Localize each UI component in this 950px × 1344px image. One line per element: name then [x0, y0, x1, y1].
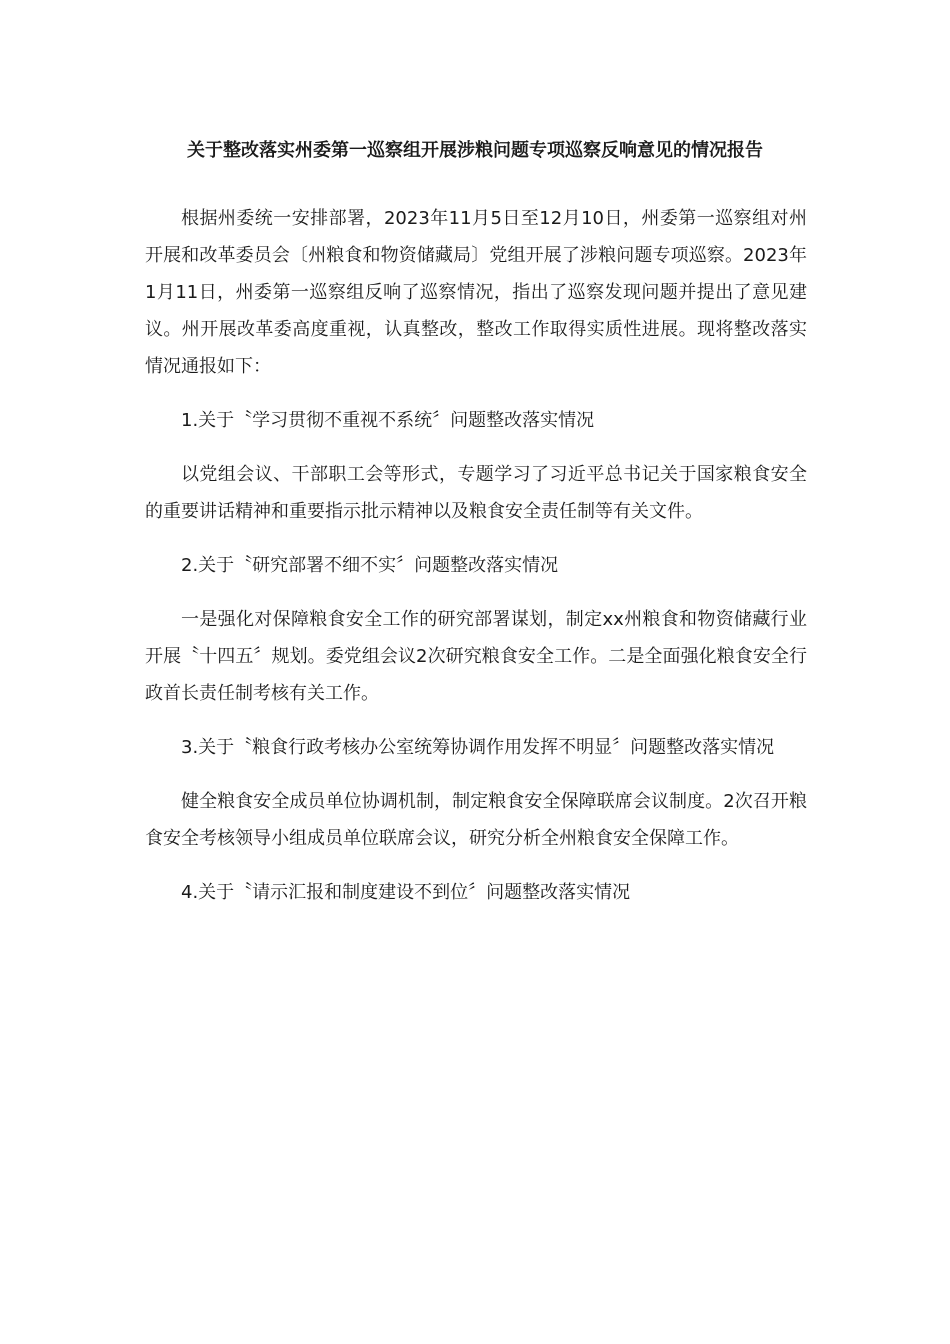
document-title: 关于整改落实州委第一巡察组开展涉粮问题专项巡察反响意见的情况报告 — [187, 140, 763, 161]
section-paragraph-2: 一是强化对保障粮食安全工作的研究部署谋划，制定xx州粮食和物资储藏行业开展〝十四五〞规划。委党组会议2次研究粮食安全工作。二是全面强化粮食安全行政首长责任制考核有关工作。 — [145, 609, 807, 704]
intro-paragraph: 根据州委统一安排部署，2023年11月5日至12月10日，州委第一巡察组对州开展和改革委员会〔州粮食和物资储藏局〕党组开展了涉粮问题专项巡察。2023年1月11日，州委第一巡察组反响了巡察情况，指出了巡察发现问题并提出了意见建议。州开展改革委高度重视，认真整改，整改工作取得实质性进展。现将整改落实情况通报如下： — [145, 208, 807, 377]
section-heading-3: 3.关于〝粮食行政考核办公室统筹协调作用发挥不明显〞问题整改落实情况 — [181, 737, 775, 758]
document-body — [145, 200, 807, 928]
section-heading-4: 4.关于〝请示汇报和制度建设不到位〞问题整改落实情况 — [181, 882, 631, 903]
section-heading-1: 1.关于〝学习贯彻不重视不系统〞问题整改落实情况 — [181, 410, 595, 431]
section-heading-2: 2.关于〝研究部署不细不实〞问题整改落实情况 — [181, 555, 559, 576]
section-paragraph-3: 健全粮食安全成员单位协调机制，制定粮食安全保障联席会议制度。2次召开粮食安全考核领导小组成员单位联席会议，研究分析全州粮食安全保障工作。 — [145, 791, 807, 849]
section-paragraph-1: 以党组会议、干部职工会等形式，专题学习了习近平总书记关于国家粮食安全的重要讲话精神和重要指示批示精神以及粮食安全责任制等有关文件。 — [145, 464, 807, 522]
